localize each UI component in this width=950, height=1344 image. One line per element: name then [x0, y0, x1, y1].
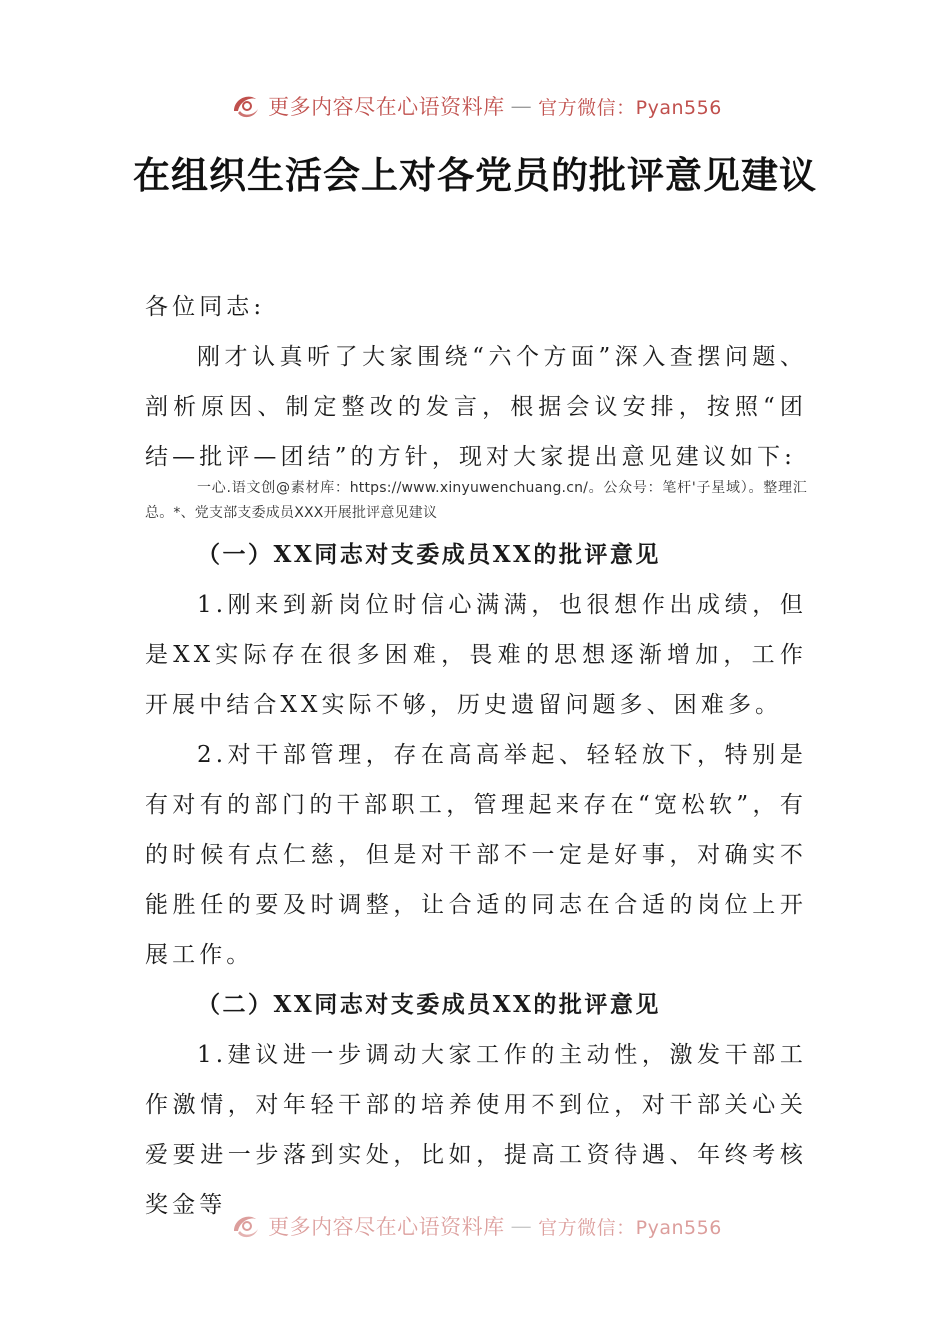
- logo-icon-footer: [228, 1209, 262, 1243]
- watermark-footer-wechat: 官方微信：Pyan556: [538, 1216, 722, 1239]
- section-2-item-1: 1.建议进一步调动大家工作的主动性，激发干部工作激情，对年轻干部的培养使用不到位，对干部关心关爱要进一步落到实处，比如，提高工资待遇、年终考核奖金等: [145, 1042, 807, 1218]
- watermark-footer: [0, 1208, 950, 1244]
- section-1-item-2: 2.对干部管理，存在高高举起、轻轻放下，特别是有对有的部门的干部职工，管理起来存在“宽松软”，有的时候有点仁慈，但是对干部不一定是好事，对确实不能胜任的要及时调整，让合适的同志在合适的岗位上开展工作。: [145, 742, 807, 968]
- watermark-site: 更多内容尽在心语资料库: [268, 95, 505, 119]
- watermark-footer-separator: —: [510, 1214, 533, 1238]
- source-note: 一心.语文创@素材库：https://www.xinyuwenchuang.cn/。公众号：笔杆'子星域）。整理汇总。*、党支部支委成员XXX开展批评意见建议: [145, 480, 807, 521]
- watermark-header: [0, 88, 950, 124]
- document-title: 在组织生活会上对各党员的批评意见建议: [133, 153, 817, 197]
- watermark-separator: —: [510, 94, 533, 118]
- document-body: [145, 282, 807, 1230]
- salutation: 各位同志:: [145, 294, 266, 320]
- intro-paragraph: 刚才认真听了大家围绕“六个方面”深入查摆问题、剖析原因、制定整改的发言，根据会议安排，按照“团结—批评—团结”的方针，现对大家提出意见建议如下:: [145, 344, 807, 470]
- logo-icon: [228, 89, 262, 123]
- section-2-heading: （二）XX同志对支委成员XX的批评意见: [197, 991, 661, 1018]
- watermark-footer-site: 更多内容尽在心语资料库: [268, 1215, 505, 1239]
- watermark-wechat: 官方微信：Pyan556: [538, 96, 722, 119]
- section-1-heading: （一）XX同志对支委成员XX的批评意见: [197, 541, 661, 568]
- section-1-item-1: 1.刚来到新岗位时信心满满，也很想作出成绩，但是XX实际存在很多困难，畏难的思想逐渐增加，工作开展中结合XX实际不够，历史遗留问题多、困难多。: [145, 592, 807, 718]
